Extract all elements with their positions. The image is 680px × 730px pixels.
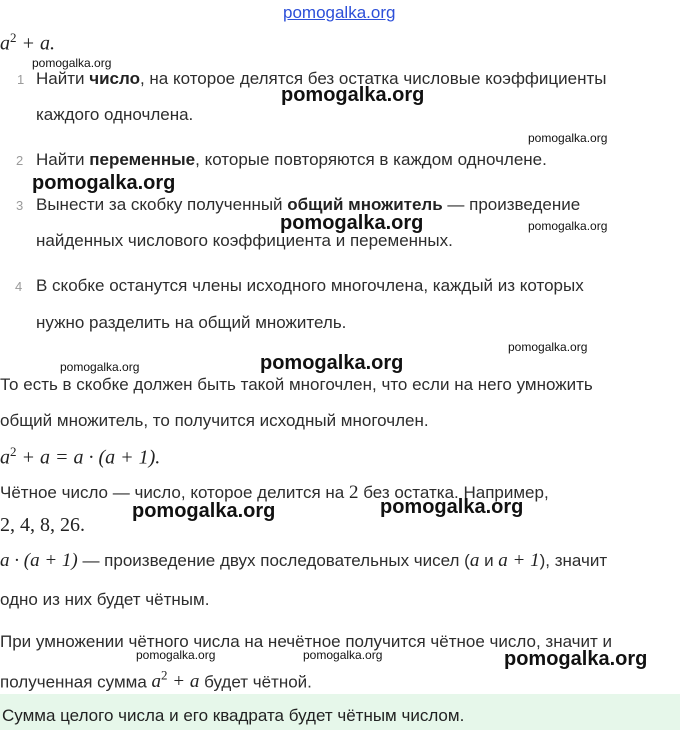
watermark-large: pomogalka.org xyxy=(281,84,425,106)
watermark-large: pomogalka.org xyxy=(132,500,276,522)
step-1-line2: каждого одночлена. xyxy=(36,105,194,124)
product-line2: одно из них будет чётным. xyxy=(0,590,210,609)
paragraph-1-line2: общий множитель, то получится исходный многочлен. xyxy=(0,411,429,430)
step-number: 3 xyxy=(16,198,24,213)
intro-formula xyxy=(0,30,55,56)
watermark-large: pomogalka.org xyxy=(280,212,424,234)
paragraph-1-line1: То есть в скобке должен быть такой многочлен, что если на него умножить xyxy=(0,375,593,394)
step-number: 2 xyxy=(16,153,24,168)
watermark-small: pomogalka.org xyxy=(528,131,608,145)
watermark-small: pomogalka.org xyxy=(528,219,608,233)
paragraph-2-line2: полученная сумма $a^2 + a$ будет чётной. xyxy=(0,668,312,693)
watermark-large: pomogalka.org xyxy=(260,352,404,374)
conclusion-text: Сумма целого числа и его квадрата будет чётным числом. xyxy=(2,706,465,725)
watermark-top-link[interactable]: pomogalka.org xyxy=(283,3,396,22)
watermark-small: pomogalka.org xyxy=(32,56,112,70)
watermark-small: pomogalka.org xyxy=(60,360,140,374)
formula-rest: + a. xyxy=(21,32,55,55)
product-line1: a · (a + 1) — произведение двух последовательных чисел (a и a + 1), значит xyxy=(0,550,608,571)
formula-base: a xyxy=(0,32,10,55)
even-examples: 2, 4, 8, 26. xyxy=(0,514,85,536)
watermark-small: pomogalka.org xyxy=(303,648,383,662)
watermark-small: pomogalka.org xyxy=(136,648,216,662)
paragraph-2-line1: При умножении чётного числа на нечётное получится чётное число, значит и xyxy=(0,632,613,651)
even-definition: Чётное число — число, которое делится на 2 без остатка. Например, xyxy=(0,482,549,503)
formula-exponent: 2 xyxy=(10,30,17,45)
watermark-large: pomogalka.org xyxy=(32,172,176,194)
step-4-line2: нужно разделить на общий множитель. xyxy=(36,313,347,332)
step-number: 1 xyxy=(17,72,25,87)
step-number: 4 xyxy=(15,279,23,294)
step-2-line1: Найти переменные, которые повторяются в каждом одночлене. xyxy=(36,150,547,169)
watermark-small: pomogalka.org xyxy=(508,340,588,354)
step-1-line1: Найти число, на которое делятся без остатка числовые коэффициенты xyxy=(36,69,607,88)
watermark-large: pomogalka.org xyxy=(504,648,648,670)
watermark-large: pomogalka.org xyxy=(380,496,524,518)
step-3-line2: найденных числового коэффициента и переменных. xyxy=(36,231,453,250)
step-3-line1: Вынести за скобку полученный общий множитель — произведение xyxy=(36,195,581,214)
step-4-line1: В скобке останутся члены исходного многочлена, каждый из которых xyxy=(36,276,584,295)
factor-formula: $a^2 + a = a \cdot (a + 1)$. xyxy=(0,444,161,469)
